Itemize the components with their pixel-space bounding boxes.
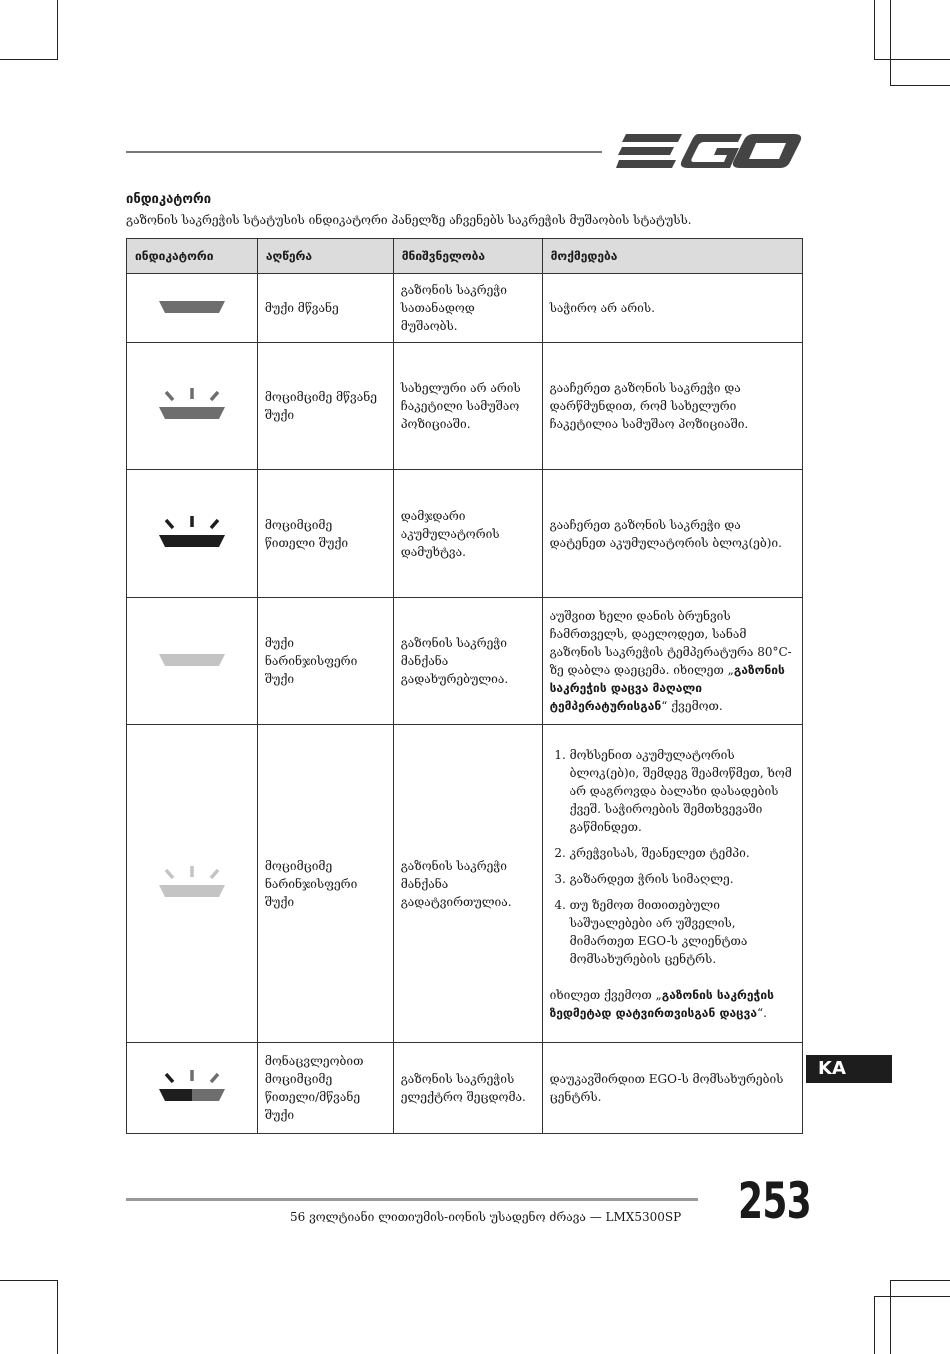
action-cell xyxy=(542,598,802,725)
indicator-cell xyxy=(127,470,258,598)
description-cell: მონაცვლეობით მოციმციმე წითელი/მწვანე შუქი xyxy=(257,1043,393,1134)
action-cell: საჭირო არ არის. xyxy=(542,274,802,343)
indicator-cell xyxy=(127,343,258,470)
section-title: ინდიკატორი xyxy=(126,192,212,207)
action-cell xyxy=(542,725,802,1043)
footer-text: 56 ვოლტიანი ლითიუმის-იონის უსადენო ძრავა — LMX5300SP xyxy=(290,1210,682,1224)
table-header-row xyxy=(127,239,803,274)
crop-mark xyxy=(874,1296,950,1297)
action-cell: დაუკავშირდით EGO-ს მომსახურების ცენტრს. xyxy=(542,1043,802,1134)
crop-mark xyxy=(57,0,58,60)
crop-mark xyxy=(57,1280,58,1354)
action-reference: გაზონის საკრეჭის დაცვა მაღალი ტემპერატურისგან xyxy=(549,663,785,713)
meaning-cell: გაზონის საკრეჭი მანქანა გადატვირთულია. xyxy=(393,725,542,1043)
meaning-cell: გაზონის საკრეჭის ელექტრო შეცდომა. xyxy=(393,1043,542,1134)
crop-mark xyxy=(890,85,950,86)
crop-mark xyxy=(890,1280,891,1354)
description-cell: მოციმციმე მწვანე შუქი xyxy=(257,343,393,470)
indicator-cell xyxy=(127,274,258,343)
column-header-indicator: ინდიკატორი xyxy=(127,239,258,274)
action-cell: გააჩერეთ გაზონის საკრეჭი და დარწმუნდით, რომ სახელური ჩაკეტილია სამუშაო პოზიციაში. xyxy=(542,343,802,470)
action-note xyxy=(550,986,795,1022)
action-text: აუშვით ხელი დანის ბრუნვის ჩამრთველს, დაელოდეთ, სანამ გაზონის საკრეჭის ტემპერატურა 80°C-ზე დაბლა დაეცემა. იხილეთ „ xyxy=(549,609,792,677)
blinking-green-led-icon xyxy=(157,386,227,426)
crop-mark xyxy=(874,59,950,60)
language-tab: KA xyxy=(806,1055,892,1083)
meaning-cell: გაზონის საკრეჭი სათანადოდ მუშაობს. xyxy=(393,274,542,343)
column-header-meaning: მნიშვნელობა xyxy=(393,239,542,274)
indicator-table xyxy=(126,238,803,1134)
crop-mark xyxy=(0,59,57,60)
table-row xyxy=(127,343,803,470)
table-row xyxy=(127,598,803,725)
action-step: 4. თუ ზემოთ მითითებული საშუალებები არ უშველის, მიმართეთ EGO-ს კლიენტთა მომსახურების ცენტრს. xyxy=(570,896,795,968)
header-rule xyxy=(126,151,602,153)
page-number: 253 xyxy=(738,1172,811,1230)
ego-logo xyxy=(616,128,802,174)
crop-mark xyxy=(890,1280,950,1281)
note-text-end: “. xyxy=(757,1005,767,1020)
note-text: იხილეთ ქვემოთ „ xyxy=(549,987,662,1002)
table-row xyxy=(127,470,803,598)
description-cell: მოციმციმე წითელი შუქი xyxy=(257,470,393,598)
description-cell: მუქი ნარინჯისფერი შუქი xyxy=(257,598,393,725)
crop-mark xyxy=(874,1296,875,1354)
indicator-cell xyxy=(127,1043,258,1134)
table-row xyxy=(127,1043,803,1134)
indicator-cell xyxy=(127,598,258,725)
indicator-cell xyxy=(127,725,258,1043)
meaning-cell: დამჯდარი აკუმულატორის დამუხტვა. xyxy=(393,470,542,598)
blinking-red-green-led-icon xyxy=(157,1068,227,1108)
solid-orange-led-icon xyxy=(157,651,227,671)
footer-rule xyxy=(126,1198,698,1201)
meaning-cell: სახელური არ არის ჩაკეტილი სამუშაო პოზიციაში. xyxy=(393,343,542,470)
action-step: 3. გაზარდეთ ჭრის სიმაღლე. xyxy=(570,870,795,888)
note-reference: გაზონის საკრეჭის ზედმეტად დატვირთვისგან დაცვა xyxy=(549,987,774,1020)
crop-mark xyxy=(0,1280,57,1281)
column-header-description: აღწერა xyxy=(257,239,393,274)
column-header-action: მოქმედება xyxy=(542,239,802,274)
blinking-orange-led-icon xyxy=(157,864,227,904)
action-step: 1. მოხსენით აკუმულატორის ბლოკ(ებ)ი, შემდეგ შეამოწმეთ, ხომ არ დაგროვდა ბალახი დასადების ქვეშ. საჭიროების შემთხვევაში გაწმინდეთ. xyxy=(570,746,795,836)
solid-green-led-icon xyxy=(157,298,227,318)
description-cell: მოციმციმე ნარინჯისფერი შუქი xyxy=(257,725,393,1043)
blinking-red-led-icon xyxy=(157,514,227,554)
section-description: გაზონის საკრეჭის სტატუსის ინდიკატორი პანელზე აჩვენებს საკრეჭის მუშაობის სტატუსს. xyxy=(126,213,692,227)
table-row xyxy=(127,274,803,343)
table-row xyxy=(127,725,803,1043)
description-cell: მუქი მწვანე xyxy=(257,274,393,343)
action-step: 2. კრეჭვისას, შეანელეთ ტემპი. xyxy=(570,844,795,862)
crop-mark xyxy=(874,0,875,60)
action-text-end: “ ქვემოთ. xyxy=(661,699,723,713)
action-cell: გააჩერეთ გაზონის საკრეჭი და დატენეთ აკუმულატორის ბლოკ(ებ)ი. xyxy=(542,470,802,598)
crop-mark xyxy=(890,0,891,85)
action-steps xyxy=(550,746,795,968)
meaning-cell: გაზონის საკრეჭი მანქანა გადახურებულია. xyxy=(393,598,542,725)
